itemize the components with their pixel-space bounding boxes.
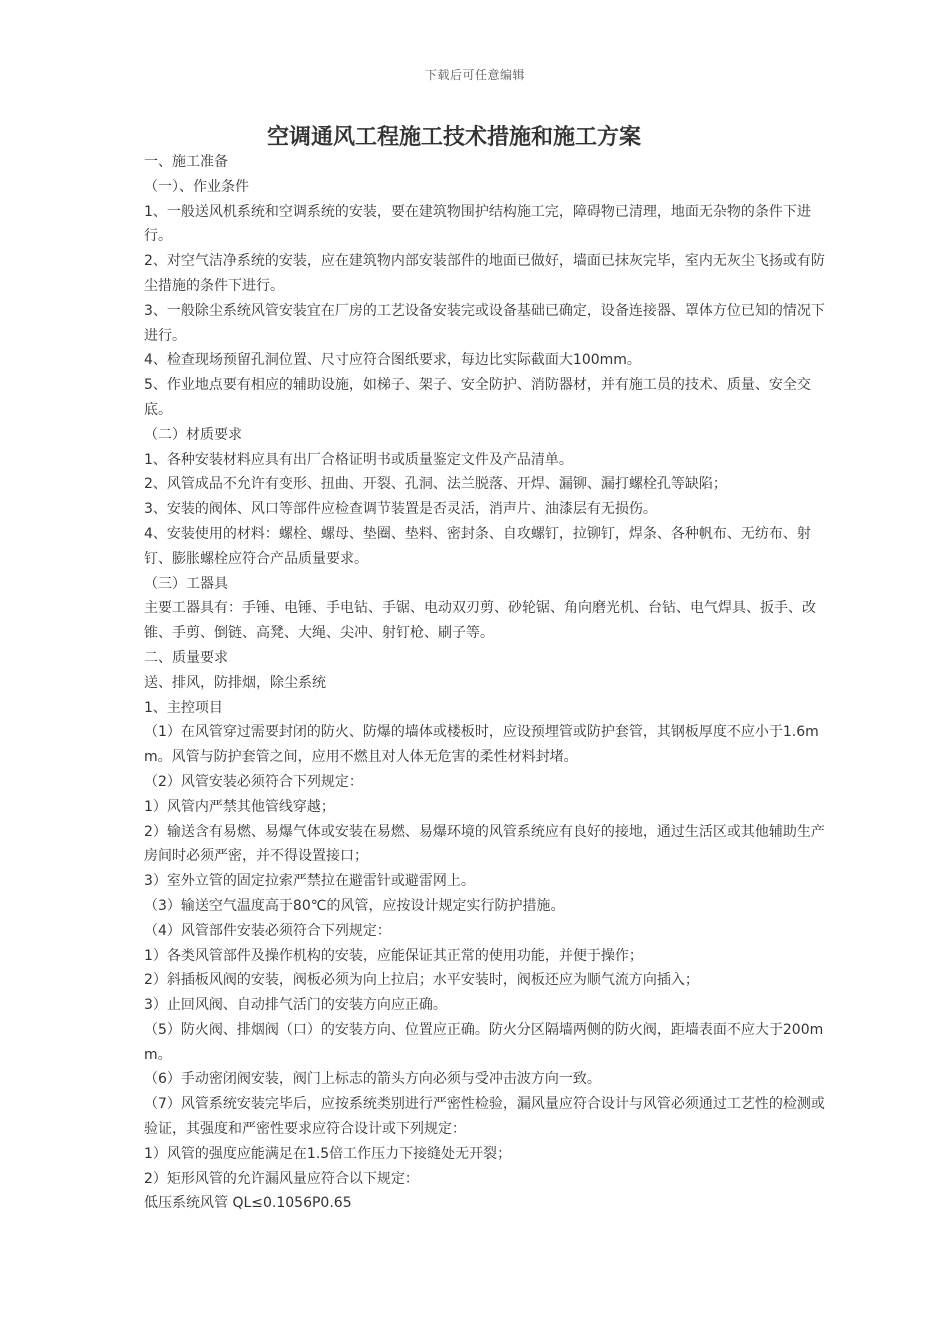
paragraph: 二、质量要求 — [144, 649, 228, 666]
paragraph: 送、排风，防排烟，除尘系统 — [144, 674, 326, 691]
paragraph: 5、作业地点要有相应的辅助设施，如梯子、架子、安全防护、消防器材，并有施工员的技术、质量、安全交底。 — [144, 377, 811, 418]
paragraph: 2）输送含有易燃、易爆气体或安装在易燃、易爆环境的风管系统应有良好的接地，通过生活区或其他辅助生产房间时必须严密，并不得设置接口； — [144, 823, 825, 865]
paragraph: （3）输送空气温度高于80℃的风管，应按设计规定实行防护措施。 — [144, 897, 565, 914]
paragraph: （4）风管部件安装必须符合下列规定： — [144, 922, 391, 939]
paragraph: （1）在风管穿过需要封闭的防火、防爆的墙体或楼板时，应设预埋管或防护套管，其钢板厚度不应小于1.6mm。风管与防护套管之间，应用不燃且对人体无危害的柔性材料封堵。 — [144, 724, 819, 766]
paragraph: 一、施工准备 — [144, 154, 228, 170]
document-body — [144, 150, 826, 1216]
paragraph: 2、风管成品不允许有变形、扭曲、开裂、孔洞、法兰脱落、开焊、漏铆、漏打螺栓孔等缺陷； — [144, 476, 727, 493]
paragraph: 1）风管内严禁其他管线穿越； — [144, 798, 335, 815]
paragraph: 1）风管的强度应能满足在1.5倍工作压力下接缝处无开裂； — [144, 1145, 512, 1162]
paragraph: 3、一般除尘系统风管安装宜在厂房的工艺设备安装完或设备基础已确定，设备连接器、罩体方位已知的情况下进行。 — [144, 302, 825, 344]
paragraph: 1、主控项目 — [144, 699, 223, 716]
document-title: 空调通风工程施工技术措施和施工方案 — [266, 125, 641, 150]
paragraph: （2）风管安装必须符合下列规定： — [144, 773, 363, 790]
paragraph: （一）、作业条件 — [144, 178, 249, 195]
paragraph: （5）防火阀、排烟阀（口）的安装方向、位置应正确。防火分区隔墙两侧的防火阀，距墙表面不应大于200mm。 — [144, 1021, 824, 1063]
paragraph: 3、安装的阀体、风口等部件应检查调节装置是否灵活，消声片、油漆层有无损伤。 — [144, 501, 657, 518]
paragraph: （6）手动密闭阀安装，阀门上标志的箭头方向必须与受冲击波方向一致。 — [144, 1071, 601, 1088]
paragraph: 4、安装使用的材料：螺栓、螺母、垫圈、垫料、密封条、自攻螺钉，拉铆钉，焊条、各种帆布、无纺布、射钉、膨胀螺栓应符合产品质量要求。 — [144, 525, 811, 567]
paragraph: （三）工器具 — [144, 575, 228, 592]
paragraph: 低压系统风管 QL≤0.1056P0.65 — [144, 1195, 352, 1212]
paragraph: 4、检查现场预留孔洞位置、尺寸应符合图纸要求，每边比实际截面大100mm。 — [144, 352, 641, 369]
paragraph: 2）矩形风管的允许漏风量应符合以下规定： — [144, 1170, 419, 1187]
paragraph: 2、对空气洁净系统的安装，应在建筑物内部安装部件的地面已做好，墙面已抹灰完毕，室内无灰尘飞扬或有防尘措施的条件下进行。 — [144, 253, 825, 294]
paragraph: 1）各类风管部件及操作机构的安装，应能保证其正常的使用功能，并便于操作； — [144, 947, 643, 964]
paragraph: （二）材质要求 — [144, 426, 242, 443]
paragraph: 3）室外立管的固定拉索严禁拉在避雷针或避雷网上。 — [144, 873, 475, 890]
paragraph: 主要工器具有：手锤、电锤、手电钻、手锯、电动双刃剪、砂轮锯、角向磨光机、台钻、电气焊具、扳手、改锥、手剪、倒链、高凳、大绳、尖冲、射钉枪、刷子等。 — [144, 600, 816, 642]
paragraph: 2）斜插板风阀的安装，阀板必须为向上拉启；水平安装时，阀板还应为顺气流方向插入； — [144, 972, 699, 989]
paragraph: （7）风管系统安装完毕后，应按系统类别进行严密性检验，漏风量应符合设计与风管必须通过工艺性的检测或验证，其强度和严密性要求应符合设计或下列规定： — [144, 1096, 825, 1138]
paragraph: 3）止回风阀、自动排气活门的安装方向应正确。 — [144, 997, 447, 1014]
paragraph: 1、一般送风机系统和空调系统的安装，要在建筑物围护结构施工完，障碍物已清理，地面无杂物的条件下进行。 — [144, 203, 811, 245]
paragraph: 1、各种安装材料应具有出厂合格证明书或质量鉴定文件及产品清单。 — [144, 451, 573, 468]
header-note: 下载后可任意编辑 — [424, 68, 525, 82]
